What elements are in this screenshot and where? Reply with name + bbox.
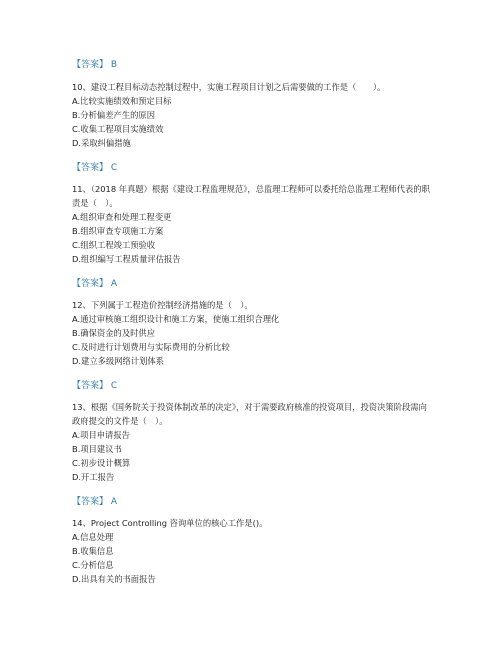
question-stem: 14、Project Controlling 咨询单位的核心工作是()。 bbox=[72, 518, 268, 528]
question-stem: 10、建设工程目标动态控制过程中，实施工程项目计划之后需要做的工作是（ ）。 bbox=[72, 82, 386, 92]
option-b: B.分析偏差产生的原因 bbox=[72, 110, 156, 120]
option-b: B.收集信息 bbox=[72, 546, 114, 556]
question-11 bbox=[72, 182, 432, 266]
option-a: A.信息处理 bbox=[72, 532, 114, 542]
option-a: A.通过审核施工组织设计和施工方案，使施工组织合理化 bbox=[72, 314, 280, 324]
option-d: D.建立多级网络计划体系 bbox=[72, 356, 164, 366]
option-c: C.分析信息 bbox=[72, 560, 114, 570]
option-d: D.采取纠偏措施 bbox=[72, 138, 131, 148]
option-d: D.开工报告 bbox=[72, 472, 115, 482]
question-13 bbox=[72, 400, 432, 484]
option-a: A.项目申请报告 bbox=[72, 430, 130, 440]
option-c: C.初步设计概算 bbox=[72, 458, 131, 468]
option-c: C.收集工程项目实施绩效 bbox=[72, 124, 164, 134]
option-b: B.项目建议书 bbox=[72, 444, 122, 454]
option-a: A.比较实施绩效和预定目标 bbox=[72, 96, 172, 106]
answer-label: 【答案】 A bbox=[72, 279, 118, 289]
option-d: D.组织编写工程质量评估报告 bbox=[72, 254, 181, 264]
answer-label: 【答案】 B bbox=[72, 60, 118, 70]
option-c: C.组织工程竣工预验收 bbox=[72, 240, 156, 250]
answer-label: 【答案】 C bbox=[72, 381, 118, 391]
question-12 bbox=[72, 298, 432, 368]
question-14 bbox=[72, 516, 432, 586]
option-b: B.确保资金的及时供应 bbox=[72, 328, 156, 338]
answer-label: 【答案】 A bbox=[72, 497, 118, 507]
answer-label: 【答案】 C bbox=[72, 163, 118, 173]
question-stem: 11、（2018 年真题）根据《建设工程监理规范》，总监理工程师可以委托给总监理工程师代表的职责是（ ）。 bbox=[72, 184, 430, 208]
option-d: D.出具有关的书面报告 bbox=[72, 574, 156, 584]
question-stem: 13、根据《国务院关于投资体制改革的决定》，对于需要政府核准的投资项目，投资决策阶段需向政府提交的文件是（ ）。 bbox=[72, 402, 427, 426]
option-a: A.组织审查和处理工程变更 bbox=[72, 212, 172, 222]
option-b: B.组织审查专项施工方案 bbox=[72, 226, 164, 236]
option-c: C.及时进行计划费用与实际费用的分析比较 bbox=[72, 342, 230, 352]
question-10 bbox=[72, 80, 432, 150]
question-stem: 12、下列属于工程造价控制经济措施的是（ ）。 bbox=[72, 300, 253, 310]
